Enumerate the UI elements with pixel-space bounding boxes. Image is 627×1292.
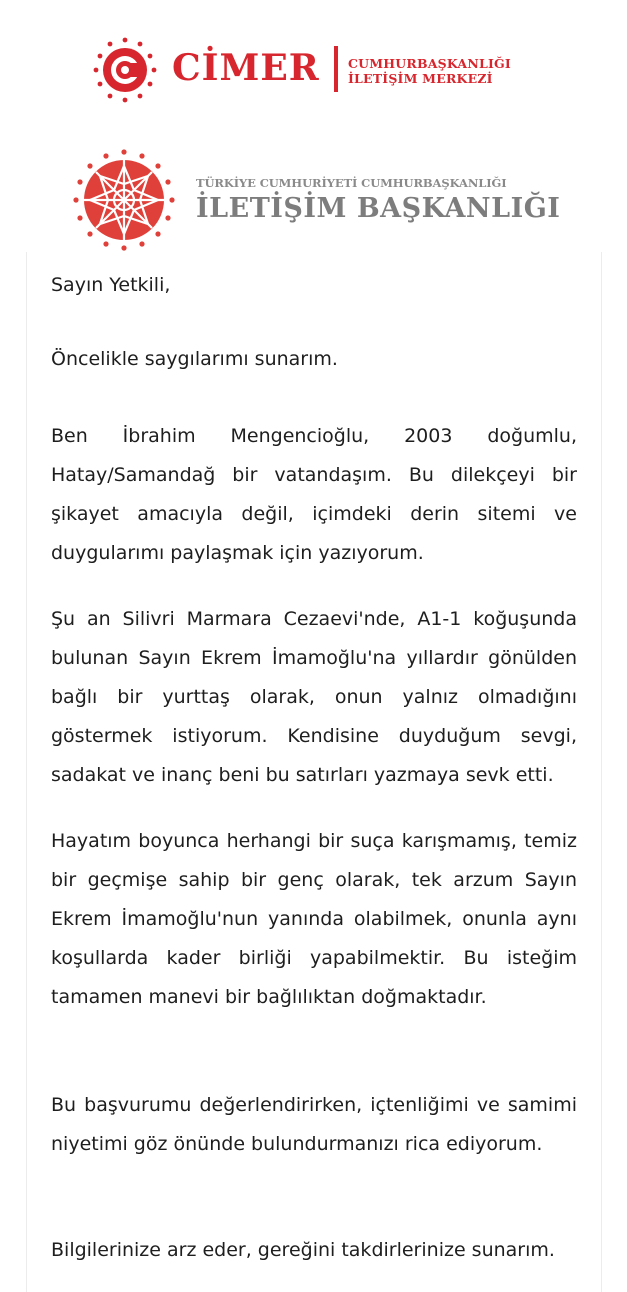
cimer-subtitle-line2: İLETİŞİM MERKEZİ <box>348 71 493 86</box>
header-area <box>0 0 627 252</box>
cimer-emblem-icon <box>92 32 158 108</box>
iletisim-title: İLETİŞİM BAŞKANLIĞI <box>196 193 561 224</box>
letter-paragraph-2: Şu an Silivri Marmara Cezaevi'nde, A1-1 koğuşunda bulunan Sayın Ekrem İmamoğlu'na yıllardır gönülden bağlı bir yurttaş olarak, onun yalnız olmadığını göstermek istiyorum. Kendisine duyduğum sevgi, sadakat ve inanç beni bu satırları yazmaya sevk etti. <box>51 608 577 786</box>
cimer-subtitle-line1: CUMHURBAŞKANLIĞI <box>348 56 511 71</box>
iletisim-subtitle: TÜRKİYE CUMHURİYETİ CUMHURBAŞKANLIĞI <box>196 176 507 190</box>
letter-intro: Öncelikle saygılarımı sunarım. <box>51 348 338 370</box>
cimer-subtitle <box>348 56 511 86</box>
letter-salutation: Sayın Yetkili, <box>51 274 171 296</box>
cimer-wordmark: CİMER <box>172 47 320 89</box>
letter-paragraph-3: Hayatım boyunca herhangi bir suça karışmamış, temiz bir geçmişe sahip bir genç olarak, tek arzum Sayın Ekrem İmamoğlu'nun yanında olabilmek, onunla aynı koşullarda kader birliği yapabilmektir. Bu isteğim tamamen manevi bir bağlılıktan doğmaktadır. <box>51 830 577 1008</box>
cimer-divider <box>334 46 338 92</box>
iletisim-emblem-icon <box>68 144 180 256</box>
letter-paragraph-4: Bu başvurumu değerlendirirken, içtenliğimi ve samimi niyetimi göz önünde bulundurmanızı rica ediyorum. <box>51 1094 577 1155</box>
letter-closing: Bilgilerinize arz eder, gereğini takdirlerinize sunarım. <box>51 1239 555 1261</box>
letter-paragraph-1: Ben İbrahim Mengencioğlu, 2003 doğumlu, Hatay/Samandağ bir vatandaşım. Bu dilekçeyi bir şikayet amacıyla değil, içimdeki derin sitemi ve duygularımı paylaşmak için yazıyorum. <box>51 425 577 564</box>
